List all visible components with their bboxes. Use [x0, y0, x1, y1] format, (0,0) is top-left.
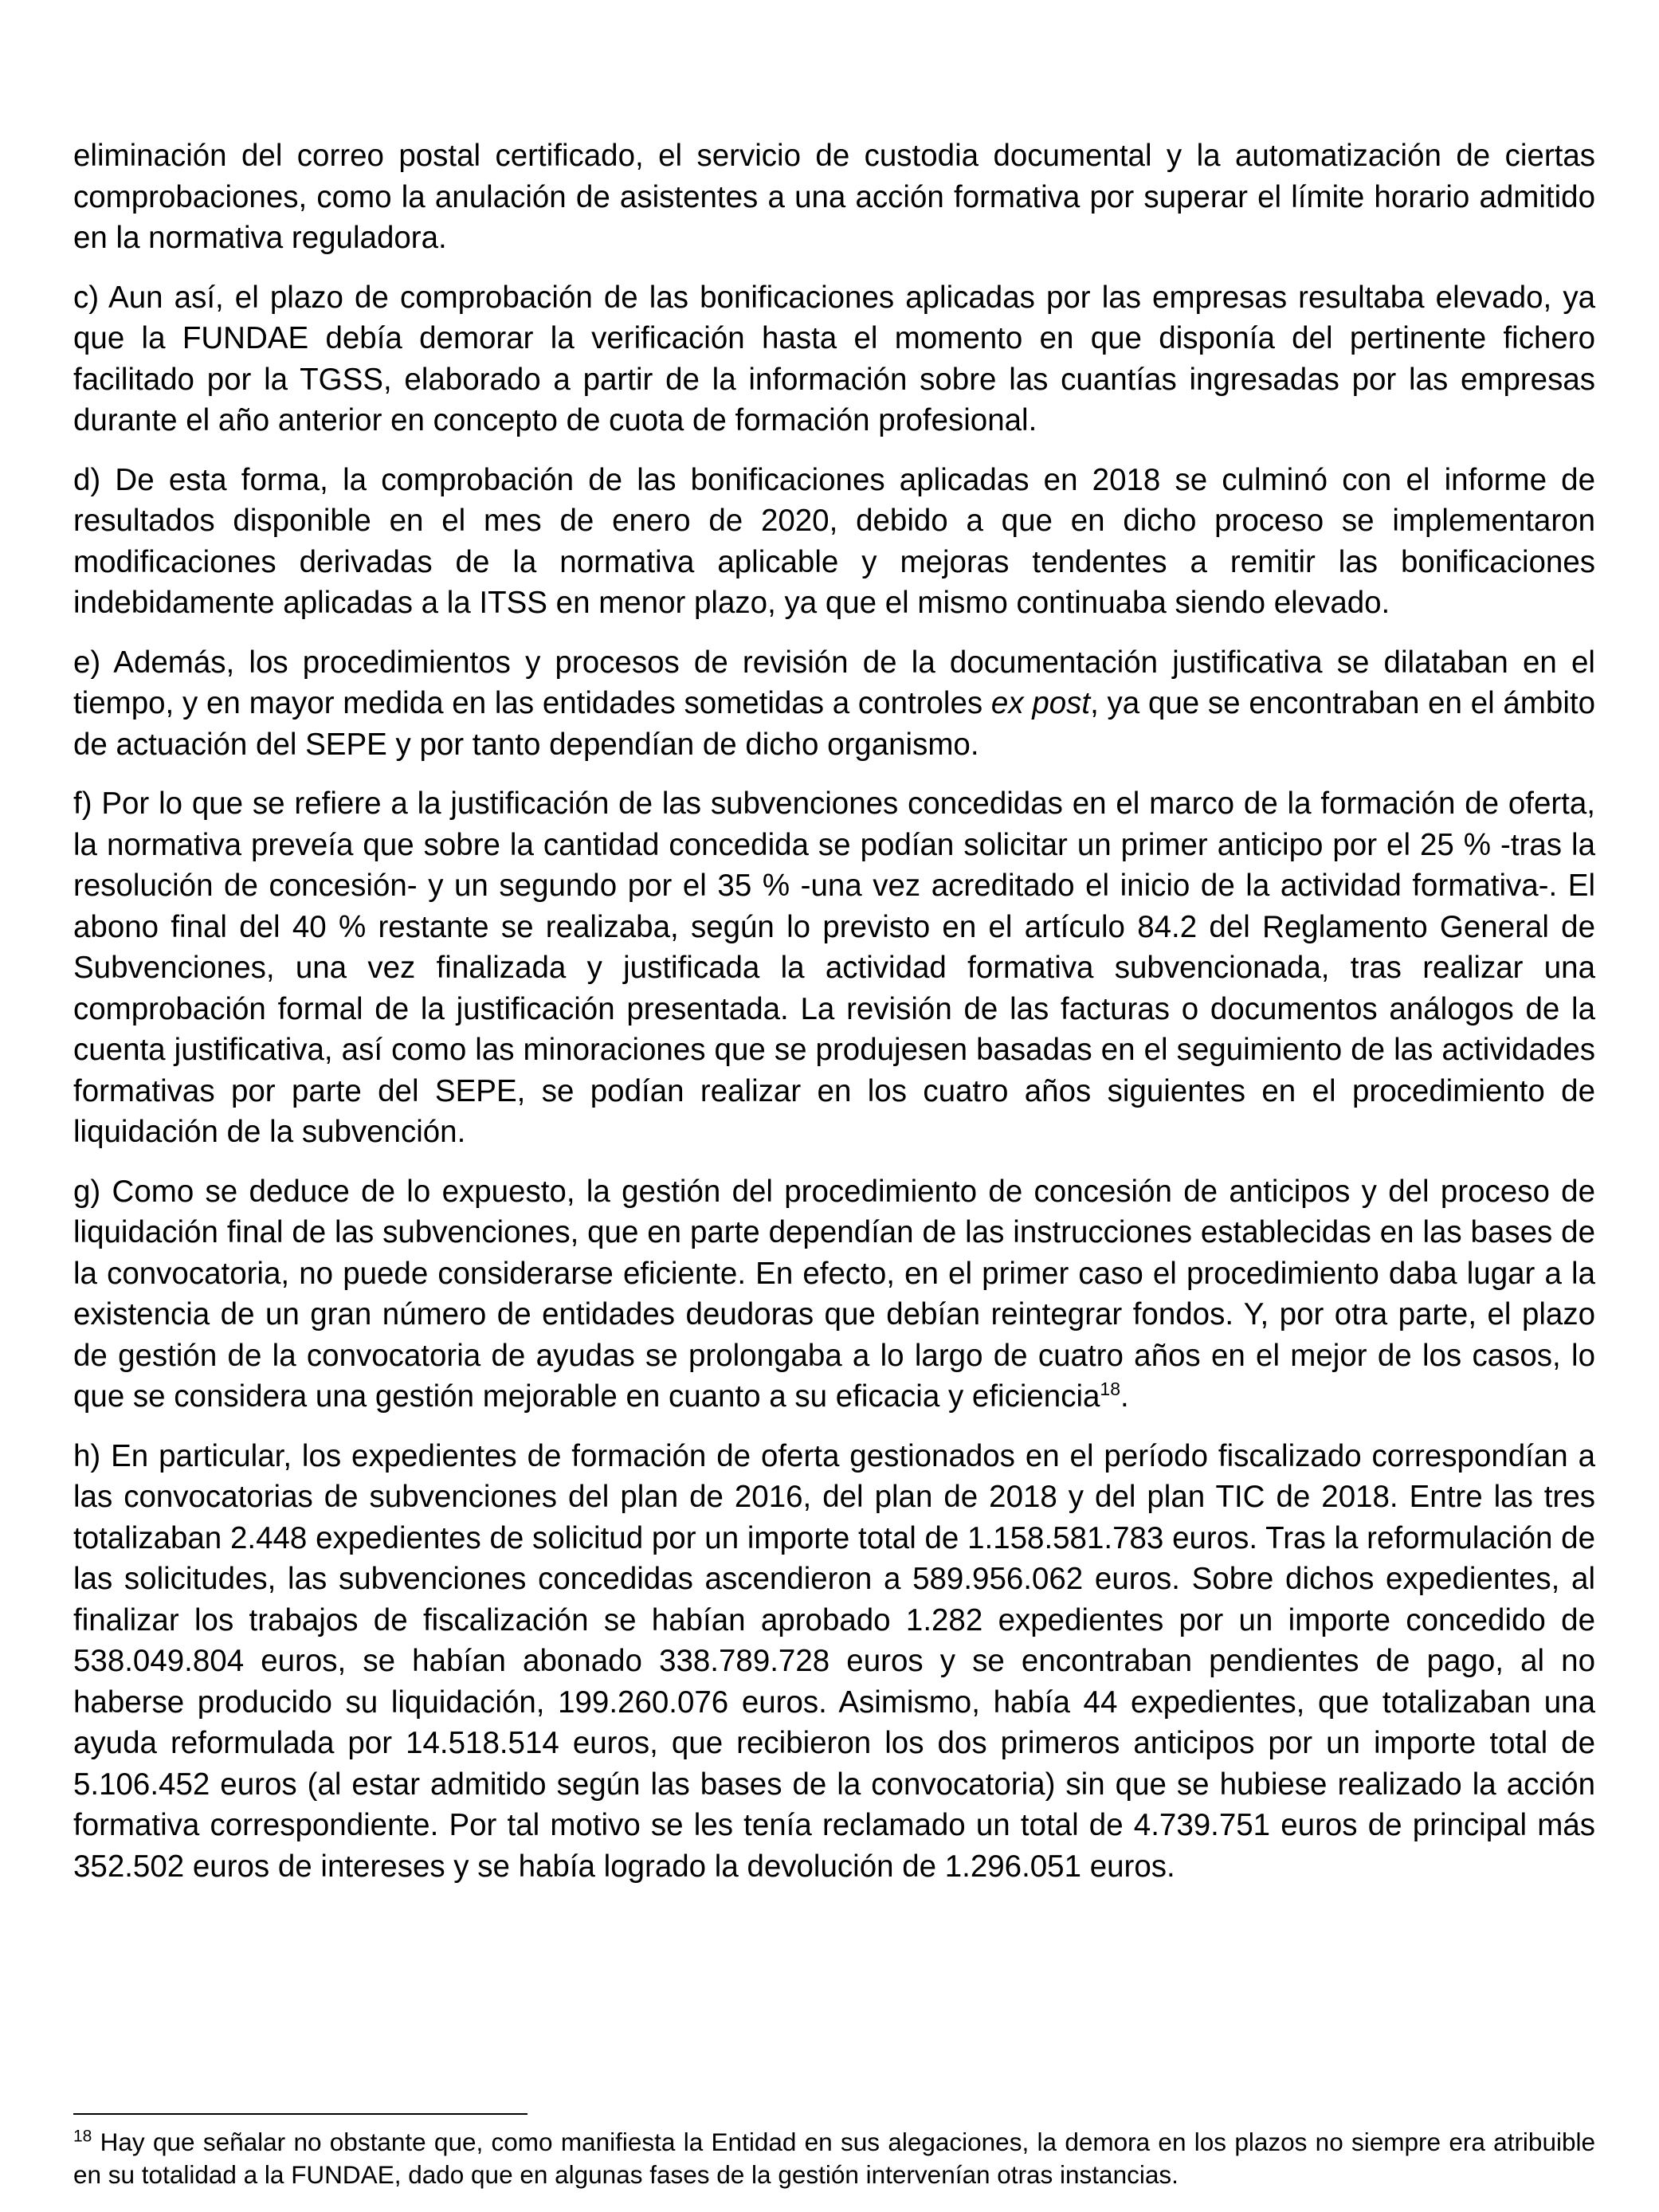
footnote-number: 18	[73, 2127, 92, 2146]
paragraph-b-continuation: eliminación del correo postal certificado, el servicio de custodia documental y la automatización de ciertas comprobaciones, como la anulación de asistentes a una acción formativa por superar el límite horario admitido en la normativa reguladora.	[73, 139, 1595, 255]
footnote	[73, 2126, 1595, 2191]
paragraph-e-text: e) Además, los procedimientos y procesos de revisión de la documentación justificativa se dilataban en el tiempo, y en mayor medida en las entidades sometidas a controles	[73, 645, 1595, 720]
paragraph-g-text: g) Como se deduce de lo expuesto, la gestión del procedimiento de concesión de anticipos y del proceso de liquidación final de las subvenciones, que en parte dependían de las instrucciones establecidas en las bases de la convocatoria, no puede considerarse eficiente. En efecto, en el primer caso el procedimiento daba lugar a la existencia de un gran número de entidades deudoras que debían reintegrar fondos. Y, por otra parte, el plazo de gestión de la convocatoria de ayudas se prolongaba a lo largo de cuatro años en el mejor de los casos, lo que se considera una gestión mejorable en cuanto a su eficacia y eficiencia	[73, 1174, 1595, 1414]
document-body	[73, 135, 1595, 1905]
footnote-separator	[73, 2113, 528, 2115]
paragraph-e-text-end: , ya que se encontraban en el ámbito de actuación del SEPE y por tanto dependían de dicho organismo.	[73, 686, 1595, 762]
paragraph-g-text-end: .	[1120, 1379, 1129, 1414]
paragraph-c: c) Aun así, el plazo de comprobación de las bonificaciones aplicadas por las empresas resultaba elevado, ya que la FUNDAE debía demorar la verificación hasta el momento en que disponía del pertinente fichero facilitado por la TGSS, elaborado a partir de la información sobre las cuantías ingresadas por las empresas durante el año anterior en concepto de cuota de formación profesional.	[73, 280, 1595, 437]
paragraph-f: f) Por lo que se refiere a la justificación de las subvenciones concedidas en el marco de la formación de oferta, la normativa preveía que sobre la cantidad concedida se podían solicitar un primer anticipo por el 25 % -tras la resolución de concesión- y un segundo por el 35 % -una vez acreditado el inicio de la actividad formativa-. El abono final del 40 % restante se realizaba, según lo previsto en el artículo 84.2 del Reglamento General de Subvenciones, una vez finalizada y justificada la actividad formativa subvencionada, tras realizar una comprobación formal de la justificación presentada. La revisión de las facturas o documentos análogos de la cuenta justificativa, así como las minoraciones que se produjesen basadas en el seguimiento de las actividades formativas por parte del SEPE, se podían realizar en los cuatro años siguientes en el procedimiento de liquidación de la subvención.	[73, 786, 1595, 1149]
footnote-reference[interactable]: 18	[1100, 1379, 1121, 1400]
footnote-text: Hay que señalar no obstante que, como manifiesta la Entidad en sus alegaciones, la demora en los plazos no siempre era atribuible en su totalidad a la FUNDAE, dado que en algunas fases de la gestión intervenían otras instancias.	[73, 2128, 1595, 2189]
paragraph-h: h) En particular, los expedientes de formación de oferta gestionados en el período fiscalizado correspondían a las convocatorias de subvenciones del plan de 2016, del plan de 2018 y del plan TIC de 2018. Entre las tres totalizaban 2.448 expedientes de solicitud por un importe total de 1.158.581.783 euros. Tras la reformulación de las solicitudes, las subvenciones concedidas ascendieron a 589.956.062 euros. Sobre dichos expedientes, al finalizar los trabajos de fiscalización se habían aprobado 1.282 expedientes por un importe concedido de 538.049.804 euros, se habían abonado 338.789.728 euros y se encontraban pendientes de pago, al no haberse producido su liquidación, 199.260.076 euros. Asimismo, había 44 expedientes, que totalizaban una ayuda reformulada por 14.518.514 euros, que recibieron los dos primeros anticipos por un importe total de 5.106.452 euros (al estar admitido según las bases de la convocatoria) sin que se hubiese realizado la acción formativa correspondiente. Por tal motivo se les tenía reclamado un total de 4.739.751 euros de principal más 352.502 euros de intereses y se había logrado la devolución de 1.296.051 euros.	[73, 1438, 1595, 1884]
paragraph-g	[73, 1171, 1595, 1418]
paragraph-d: d) De esta forma, la comprobación de las bonificaciones aplicadas en 2018 se culminó con el informe de resultados disponible en el mes de enero de 2020, debido a que en dicho proceso se implementaron modificaciones derivadas de la normativa aplicable y mejoras tendentes a remitir las bonificaciones indebidamente aplicadas a la ITSS en menor plazo, ya que el mismo continuaba siendo elevado.	[73, 462, 1595, 620]
paragraph-e	[73, 642, 1595, 766]
paragraph-e-italic-term: ex post	[990, 686, 1091, 720]
